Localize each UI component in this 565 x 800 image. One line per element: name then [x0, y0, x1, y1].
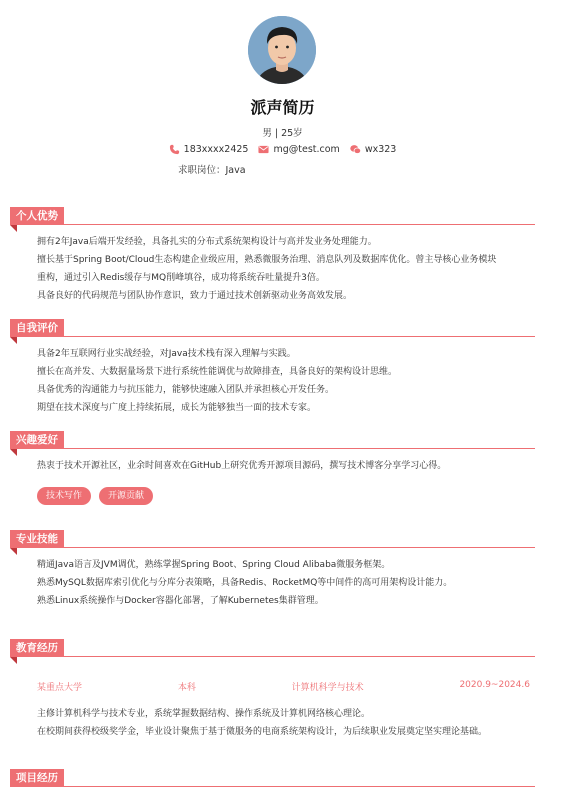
hobby-tag: 开源贡献 — [99, 487, 153, 505]
hobby-tags — [37, 487, 153, 505]
phone-number: 183xxxx2425 — [183, 144, 249, 155]
section-title: 教育经历 — [10, 639, 64, 657]
avatar — [248, 16, 316, 84]
section-corner — [10, 449, 17, 456]
section-title: 兴趣爱好 — [10, 431, 64, 449]
text-line: 主修计算机科学与技术专业，系统掌握数据结构、操作系统及计算机网络核心理论。 — [37, 709, 371, 719]
section-divider — [10, 224, 535, 225]
section-body — [37, 457, 537, 475]
section-corner — [10, 337, 17, 344]
section-body — [37, 345, 537, 417]
section-divider — [10, 547, 535, 548]
text-line: 在校期间获得校级奖学金，毕业设计聚焦于基于微服务的电商系统架构设计，为后续职业发展奠定坚实理论基础。 — [37, 727, 488, 737]
education-row — [37, 680, 530, 693]
section-title: 项目经历 — [10, 769, 64, 787]
section-body — [37, 705, 537, 741]
section-divider — [10, 448, 535, 449]
phone-icon — [169, 144, 180, 155]
gender-age: 男 | 25岁 — [262, 128, 303, 139]
text-line: 擅长基于Spring Boot/Cloud生态构建企业级应用，熟悉微服务治理、消息队列及数据库优化。曾主导核心业务模块 — [37, 255, 497, 265]
section-title: 自我评价 — [10, 319, 64, 337]
email-address: mg@test.com — [273, 144, 340, 155]
contact-wechat — [350, 144, 397, 155]
text-line: 拥有2年Java后端开发经验，具备扎实的分布式系统架构设计与高并发业务处理能力。 — [37, 237, 377, 247]
text-line: 熟悉MySQL数据库索引优化与分库分表策略，具备Redis、RocketMQ等中间件的高可用架构设计能力。 — [37, 578, 453, 588]
text-line: 精通Java语言及JVM调优，熟练掌握Spring Boot、Spring Cloud Alibaba微服务框架。 — [37, 560, 391, 570]
mail-icon — [258, 144, 269, 155]
education-period: 2020.9~2024.6 — [459, 680, 530, 690]
section-body — [37, 556, 537, 610]
hobby-tag: 技术写作 — [37, 487, 91, 505]
section-corner — [10, 548, 17, 555]
section-title: 专业技能 — [10, 530, 64, 548]
education-major: 计算机科学与技术 — [291, 683, 364, 693]
text-line: 擅长在高并发、大数据量场景下进行系统性能调优与故障排查，具备良好的架构设计思维。 — [37, 367, 398, 377]
text-line: 具备良好的代码规范与团队协作意识，致力于通过技术创新驱动业务高效发展。 — [37, 291, 353, 301]
section-body — [37, 233, 537, 305]
text-line: 重构，通过引入Redis缓存与MQ削峰填谷，成功将系统吞吐量提升3倍。 — [37, 273, 325, 283]
job-target: 求职岗位：Java — [178, 165, 246, 176]
text-line: 热衷于技术开源社区，业余时间喜欢在GitHub上研究优秀开源项目源码，撰写技术博客分享学习心得。 — [37, 461, 447, 471]
resume-name: 派声简历 — [250, 98, 315, 117]
section-corner — [10, 657, 17, 664]
avatar-portrait-icon — [248, 16, 316, 84]
text-line: 期望在技术深度与广度上持续拓展，成长为能够独当一面的技术专家。 — [37, 403, 317, 413]
text-line: 熟悉Linux系统操作与Docker容器化部署，了解Kubernetes集群管理。 — [37, 596, 324, 606]
text-line: 具备2年互联网行业实战经验，对Java技术栈有深入理解与实践。 — [37, 349, 296, 359]
education-school: 某重点大学 — [37, 683, 83, 693]
section-divider — [10, 336, 535, 337]
section-divider — [10, 786, 535, 787]
education-degree: 本科 — [177, 683, 196, 693]
contact-row — [0, 144, 565, 155]
text-line: 具备优秀的沟通能力与抗压能力，能够快速融入团队并承担核心开发任务。 — [37, 385, 335, 395]
wechat-icon — [350, 144, 361, 155]
contact-email — [258, 144, 339, 155]
section-corner — [10, 225, 17, 232]
contact-phone — [169, 144, 249, 155]
section-divider — [10, 656, 535, 657]
wechat-id: wx323 — [364, 144, 397, 155]
section-title: 个人优势 — [10, 207, 64, 225]
